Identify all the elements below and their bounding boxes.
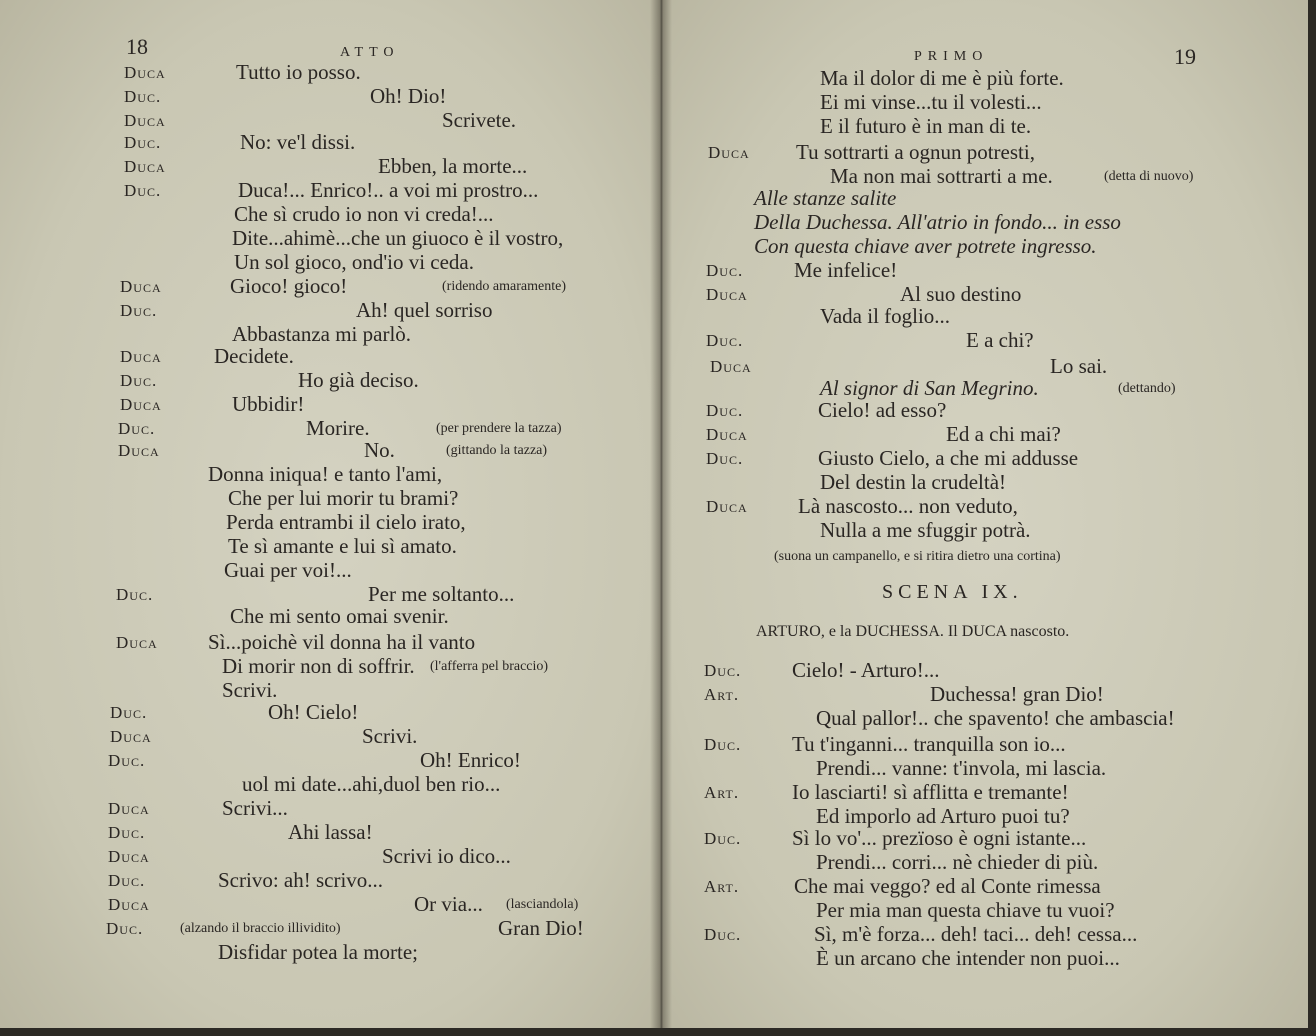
verse-line: Che per lui morir tu brami? — [228, 486, 459, 510]
speaker-label: Duc. — [118, 419, 156, 438]
stage-direction: (per prendere la tazza) — [436, 421, 562, 436]
verse-line: Gran Dio! — [498, 916, 584, 940]
verse-line: Abbastanza mi parlò. — [232, 322, 412, 346]
speaker-label: Art. — [704, 877, 740, 896]
speaker-label: Duca — [110, 727, 152, 746]
verse-line: Giusto Cielo, a che mi addusse — [818, 446, 1079, 470]
speaker-label: Duca — [706, 285, 748, 304]
speaker-label: Duca — [108, 895, 150, 914]
verse-line: Scrivo: ah! scrivo... — [218, 868, 384, 892]
speaker-label: Duc. — [704, 829, 742, 848]
speaker-label: Duc. — [108, 871, 146, 890]
book-edge — [0, 1028, 1316, 1036]
speaker-label: Duca — [124, 111, 166, 130]
verse-line: Che mi sento omai svenir. — [230, 604, 449, 628]
scene-characters: ARTURO, e la DUCHESSA. Il DUCA nascosto. — [756, 623, 1070, 640]
verse-line: Ho già deciso. — [298, 368, 419, 392]
speaker-label: Duca — [120, 277, 162, 296]
verse-line: Scrivi. — [222, 678, 278, 702]
verse-line: Morire. — [306, 416, 370, 440]
verse-line: Guai per voi!... — [224, 558, 352, 582]
speaker-label: Duc. — [704, 735, 742, 754]
speaker-label: Duca — [710, 357, 752, 376]
verse-line: Ubbidir! — [232, 392, 305, 416]
verse-line: Prendi... corri... nè chieder di più. — [816, 850, 1099, 874]
verse-line: Un sol gioco, ond'io vi ceda. — [234, 250, 474, 274]
verse-line: Ed a chi mai? — [946, 422, 1061, 446]
stage-direction: (dettando) — [1118, 381, 1176, 396]
verse-line: Scrivi io dico... — [382, 844, 511, 868]
verse-line: Ei mi vinse...tu il volesti... — [820, 90, 1042, 114]
verse-line: Sì lo vo'... prezïoso è ogni istante... — [792, 826, 1087, 850]
page-number: 19 — [1174, 44, 1196, 69]
speaker-label: Duca — [120, 347, 162, 366]
speaker-label: Duc. — [108, 751, 146, 770]
running-header: PRIMO — [914, 49, 989, 64]
verse-line: Duca!... Enrico!.. a voi mi prostro... — [238, 178, 539, 202]
verse-line: Ed imporlo ad Arturo puoi tu? — [816, 804, 1070, 828]
verse-line: Con questa chiave aver potrete ingresso. — [754, 234, 1097, 258]
verse-line: Prendi... vanne: t'invola, mi lascia. — [816, 756, 1107, 780]
speaker-label: Duca — [118, 441, 160, 460]
verse-line: Per me soltanto... — [368, 582, 515, 606]
speaker-label: Duca — [706, 425, 748, 444]
verse-line: uol mi date...ahi,duol ben rio... — [242, 772, 501, 796]
stage-direction: (gittando la tazza) — [446, 443, 548, 458]
verse-line: Dite...ahimè...che un giuoco è il vostro, — [232, 226, 564, 250]
verse-line: E a chi? — [966, 328, 1034, 352]
stage-direction: (alzando il braccio illividito) — [180, 921, 341, 936]
verse-line: Tutto io posso. — [236, 60, 361, 84]
speaker-label: Duc. — [706, 331, 744, 350]
speaker-label: Duc. — [120, 371, 158, 390]
speaker-label: Duc. — [124, 87, 162, 106]
book-edge — [1308, 0, 1316, 1036]
verse-line: Alle stanze salite — [754, 186, 897, 210]
speaker-label: Duca — [120, 395, 162, 414]
stage-direction: (lasciandola) — [506, 897, 579, 912]
verse-line: Te sì amante e lui sì amato. — [228, 534, 457, 558]
verse-line: Ma non mai sottrarti a me. — [830, 164, 1053, 188]
speaker-label: Art. — [704, 783, 740, 802]
verse-line: No: ve'l dissi. — [240, 130, 356, 154]
verse-line: Qual pallor!.. che spavento! che ambascia! — [816, 706, 1175, 730]
verse-line: Che sì crudo io non vi creda!... — [234, 202, 494, 226]
verse-line: Sì, m'è forza... deh! taci... deh! cessa... — [814, 922, 1138, 946]
verse-line: Oh! Cielo! — [268, 700, 359, 724]
speaker-label: Duc. — [108, 823, 146, 842]
verse-line: Scrivete. — [442, 108, 517, 132]
speaker-label: Duc. — [124, 133, 162, 152]
verse-line: Cielo! ad esso? — [818, 398, 947, 422]
speaker-label: Duca — [708, 143, 750, 162]
speaker-label: Duca — [108, 847, 150, 866]
verse-line: Tu sottrarti a ognun potresti, — [796, 140, 1035, 164]
verse-line: Della Duchessa. All'atrio in fondo... in esso — [754, 210, 1121, 234]
speaker-label: Duc. — [116, 585, 154, 604]
verse-line: Del destin la crudeltà! — [820, 470, 1007, 494]
verse-line: Per mia man questa chiave tu vuoi? — [816, 898, 1115, 922]
verse-line: Donna iniqua! e tanto l'ami, — [208, 462, 443, 486]
verse-line: Di morir non di soffrir. — [222, 654, 415, 678]
verse-line: Disfidar potea la morte; — [218, 940, 419, 964]
verse-line: Ahi lassa! — [288, 820, 373, 844]
speaker-label: Duca — [706, 497, 748, 516]
speaker-label: Duca — [108, 799, 150, 818]
verse-line: Oh! Enrico! — [420, 748, 521, 772]
stage-direction: (l'afferra pel braccio) — [430, 659, 549, 674]
verse-line: Scrivi... — [222, 796, 288, 820]
verse-line: Or via... — [414, 892, 483, 916]
speaker-label: Duca — [116, 633, 158, 652]
stage-direction: (suona un campanello, e si ritira dietro una cortina) — [774, 549, 1061, 564]
verse-line: Io lasciarti! sì afflitta e tremante! — [792, 780, 1069, 804]
verse-line: Lo sai. — [1050, 354, 1108, 378]
verse-line: Sì...poichè vil donna ha il vanto — [208, 630, 476, 654]
verse-line: Al signor di San Megrino. — [820, 376, 1039, 400]
speaker-label: Duc. — [120, 301, 158, 320]
verse-line: È un arcano che intender non puoi... — [816, 946, 1120, 970]
verse-line: Ma il dolor di me è più forte. — [820, 66, 1064, 90]
stage-direction: (ridendo amaramente) — [442, 279, 566, 294]
verse-line: Che mai veggo? ed al Conte rimessa — [794, 874, 1101, 898]
verse-line: Nulla a me sfuggir potrà. — [820, 518, 1031, 542]
speaker-label: Duc. — [706, 401, 744, 420]
book-gutter — [650, 0, 672, 1036]
speaker-label: Duc. — [106, 919, 144, 938]
verse-line: No. — [364, 438, 395, 462]
speaker-label: Duca — [124, 157, 166, 176]
verse-line: Decidete. — [214, 344, 294, 368]
running-header: ATTO — [340, 45, 400, 60]
verse-line: Scrivi. — [362, 724, 418, 748]
verse-line: Là nascosto... non veduto, — [798, 494, 1018, 518]
verse-line: Al suo destino — [900, 282, 1022, 306]
verse-line: Ah! quel sorriso — [356, 298, 493, 322]
speaker-label: Art. — [704, 685, 740, 704]
scene-title: SCENA IX. — [882, 581, 1023, 603]
verse-line: Perda entrambi il cielo irato, — [226, 510, 466, 534]
page-number: 18 — [126, 34, 148, 59]
stage-direction: (detta di nuovo) — [1104, 169, 1194, 184]
verse-line: Vada il foglio... — [820, 304, 951, 328]
speaker-label: Duc. — [110, 703, 148, 722]
verse-line: Oh! Dio! — [370, 84, 447, 108]
speaker-label: Duc. — [706, 261, 744, 280]
speaker-label: Duc. — [124, 181, 162, 200]
speaker-label: Duc. — [704, 925, 742, 944]
right-page — [660, 0, 1310, 1036]
verse-line: E il futuro è in man di te. — [820, 114, 1032, 138]
speaker-label: Duc. — [704, 661, 742, 680]
verse-line: Gioco! gioco! — [230, 274, 348, 298]
speaker-label: Duc. — [706, 449, 744, 468]
verse-line: Cielo! - Arturo!... — [792, 658, 940, 682]
verse-line: Me infelice! — [794, 258, 898, 282]
verse-line: Tu t'inganni... tranquilla son io... — [792, 732, 1066, 756]
verse-line: Ebben, la morte... — [378, 154, 528, 178]
verse-line: Duchessa! gran Dio! — [930, 682, 1104, 706]
speaker-label: Duca — [124, 63, 166, 82]
